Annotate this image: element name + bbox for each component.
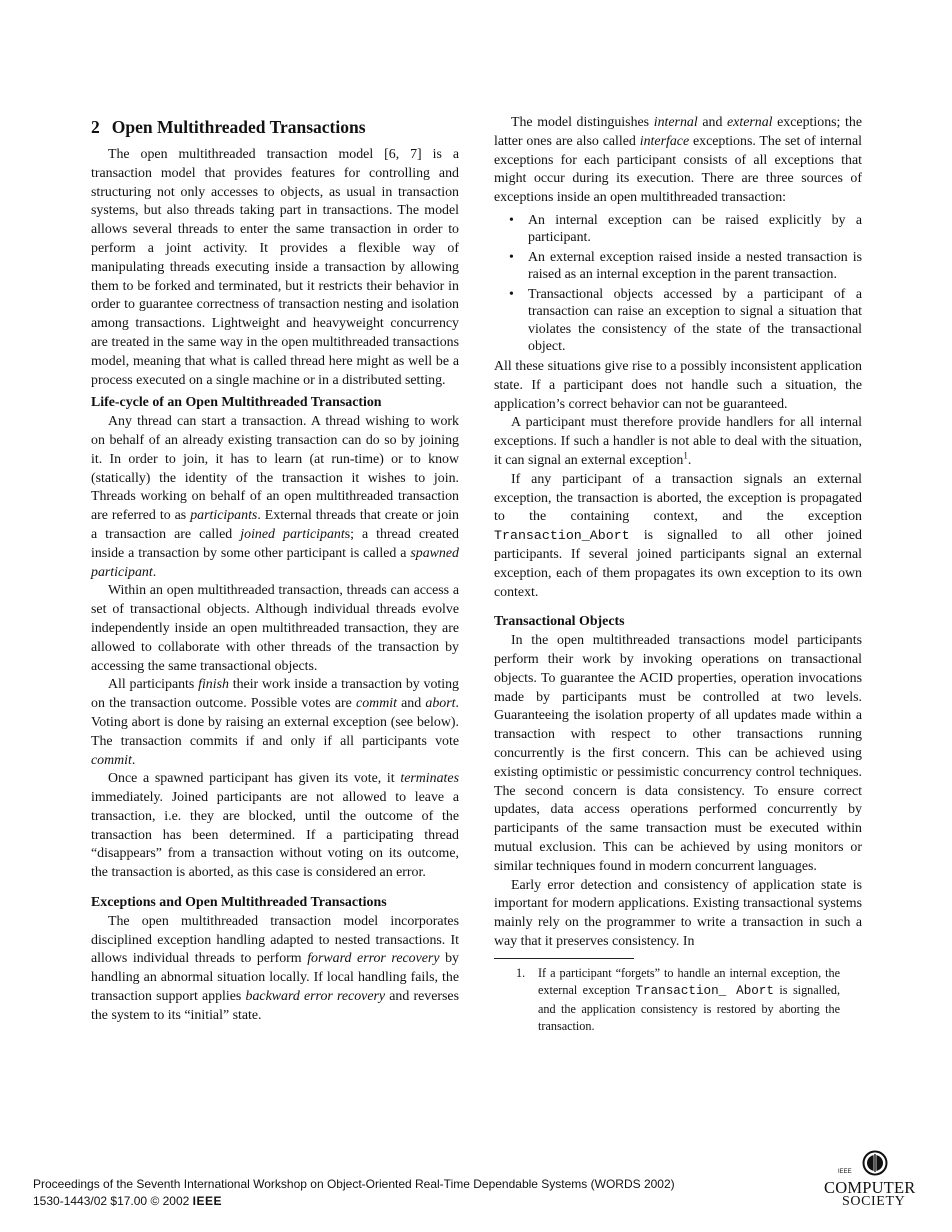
lifecycle-paragraph-3: All participants finish their work inside a transaction by voting on the transaction outcome. Possible votes are commit and abort. Voting abort is done by raising an external exception (see below). The transaction commits if and only if all participants vote commit. — [91, 677, 459, 768]
transactional-objects-heading: Transactional Objects — [494, 614, 625, 630]
ieee-emblem-icon — [862, 1150, 888, 1178]
lifecycle-paragraph-2: Within an open multithreaded transaction, threads can access a set of transactional objects. Although individual threads evolve independently inside an open multithreaded transaction, they are allowed to collaborate with other threads of the transaction by accessing the same transactional objects. — [91, 583, 459, 674]
exceptions-heading: Exceptions and Open Multithreaded Transactions — [91, 895, 387, 911]
ieee-mark: IEEE — [192, 1194, 223, 1208]
proceedings-footer — [33, 1176, 675, 1210]
list-item: • An internal exception can be raised explicitly by a participant. — [509, 212, 862, 246]
abort-paragraph: If any participant of a transaction signals an external exception, the transaction is aborted, the exception is propagated to the containing context, and the exception Transaction_Abort is signalled to all other joined participants. If several joined participants signal an external exception, each of them propagates its own exception to its own context. — [494, 471, 862, 600]
exceptions-paragraph: The open multithreaded transaction model incorporates disciplined exception handling adapted to nested transactions. It allows individual threads to perform forward error recovery by handling an abnormal situation locally. If local handling fails, the transaction support applies backward error recovery and reverses the system to its “initial” state. — [91, 913, 459, 1023]
proceedings-line: Proceedings of the Seventh International Workshop on Object-Oriented Real-Time Dependable Systems (WORDS 2002) — [33, 1177, 675, 1191]
lifecycle-paragraph-1: Any thread can start a transaction. A thread wishing to work on behalf of an already existing transaction can do so by joining it. In order to join, it has to learn (at run-time) or to know (statically) the identity of the transaction it wishes to join. Threads working on behalf of an open multithreaded transaction are referred to as participants. External threads that create or join a transaction are called joined participants; a thread created inside a transaction by some other participant is called a spawned participant. — [91, 414, 459, 580]
computer-society-logo — [822, 1150, 922, 1210]
lifecycle-heading: Life-cycle of an Open Multithreaded Transaction — [91, 395, 382, 411]
intro-paragraph: The open multithreaded transaction model [6, 7] is a transaction model that provides features for controlling and structuring not only accesses to objects, as usual in transaction systems, but also threads taking part in transactions. The model allows several threads to enter the same transaction in order to perform a joint activity. It provides a flexible way of manipulating threads executing inside a transaction by allowing them to be forked and terminated, but it restricts their behavior in order to guarantee correctness of transaction nesting and isolation among transactions. Lightweight and heavyweight concurrency are treated in the same way in the open multithreaded transactions model, meaning that what is called thread here might as well be a process executed on a single machine or in a distributed setting. — [91, 147, 459, 388]
footnote: 1. If a participant “forgets” to handle an internal exception, the external exception Transaction_ Abort is signalled, and the application consistency is restored by aborting the transaction. — [516, 965, 840, 1033]
logo-ieee-text: IEEE — [838, 1169, 852, 1175]
list-item: • Transactional objects accessed by a participant of a transaction can raise an exception to signal a situation that violates the consistency of the state of the transactional object. — [509, 286, 862, 355]
transactional-objects-paragraph: In the open multithreaded transactions model participants perform their work by invoking operations on transactional objects. To guarantee the ACID properties, operation invocations made by participants must be controlled at two levels. Guaranteeing the isolation property of all updates made within a transaction with respect to other transactions running concurrently is the first concern. This can be achieved using existing optimistic or pessimistic concurrency control techniques. The second concern is data consistency. To ensure correct updates, data access operations performed concurrently by participants of the same transaction must be executed within mutual exclusion. This can be achieved by using monitors or similar techniques found in modern concurrent languages. — [494, 633, 862, 874]
lifecycle-paragraph-4: Once a spawned participant has given its vote, it terminates immediately. Joined participants are not allowed to leave a transaction, i.e. they are blocked, until the outcome of the transaction has been determined. If a participating thread “disappears” from a transaction without voting on its outcome, the transaction is aborted, as this case is considered an error. — [91, 771, 459, 881]
footnote-ref: 1 — [683, 450, 688, 461]
handlers-paragraph: A participant must therefore provide handlers for all internal exceptions. If such a handler is not able to deal with the situation, it can signal an external exception$^1$. — [494, 415, 862, 468]
footnote-divider — [494, 958, 634, 959]
section-title: Open Multithreaded Transactions — [111, 117, 366, 137]
bullet-icon: • — [509, 286, 514, 302]
exception-sources-list — [494, 212, 862, 356]
bullet-icon: • — [509, 212, 514, 228]
logo-computer-text: COMPUTER — [824, 1178, 916, 1197]
list-item: • An external exception raised inside a nested transaction is raised as an internal exception in the parent transaction. — [509, 249, 862, 283]
copyright-line: 1530-1443/02 $17.00 © 2002 IEEE — [33, 1194, 223, 1208]
transaction-abort-code: Transaction_Abort — [494, 528, 630, 544]
section-number: 2 — [91, 117, 100, 137]
exceptions-types-paragraph: The model distinguishes internal and external exceptions; the latter ones are also called interface exceptions. The set of internal exceptions for each participant consists of all exceptions that might occur during its execution. There are three sources of exceptions inside an open multithreaded transaction: — [494, 115, 862, 206]
error-detection-paragraph: Early error detection and consistency of application state is important for modern applications. Existing transactional systems mainly rely on the programmer to write a transaction in such a way that it preserves consistency. In — [494, 877, 862, 949]
footnote-code: Transaction_ Abort — [635, 984, 774, 999]
section-heading — [91, 116, 459, 138]
inconsistent-state-paragraph: All these situations give rise to a possibly inconsistent application state. If a participant does not handle such a situation, the application’s correct behavior can not be guaranteed. — [494, 358, 862, 412]
bullet-icon: • — [509, 249, 514, 265]
right-column — [494, 114, 862, 1035]
logo-society-text: SOCIETY — [842, 1194, 906, 1209]
footnote-number: 1. — [516, 965, 526, 980]
left-column — [91, 114, 459, 1026]
